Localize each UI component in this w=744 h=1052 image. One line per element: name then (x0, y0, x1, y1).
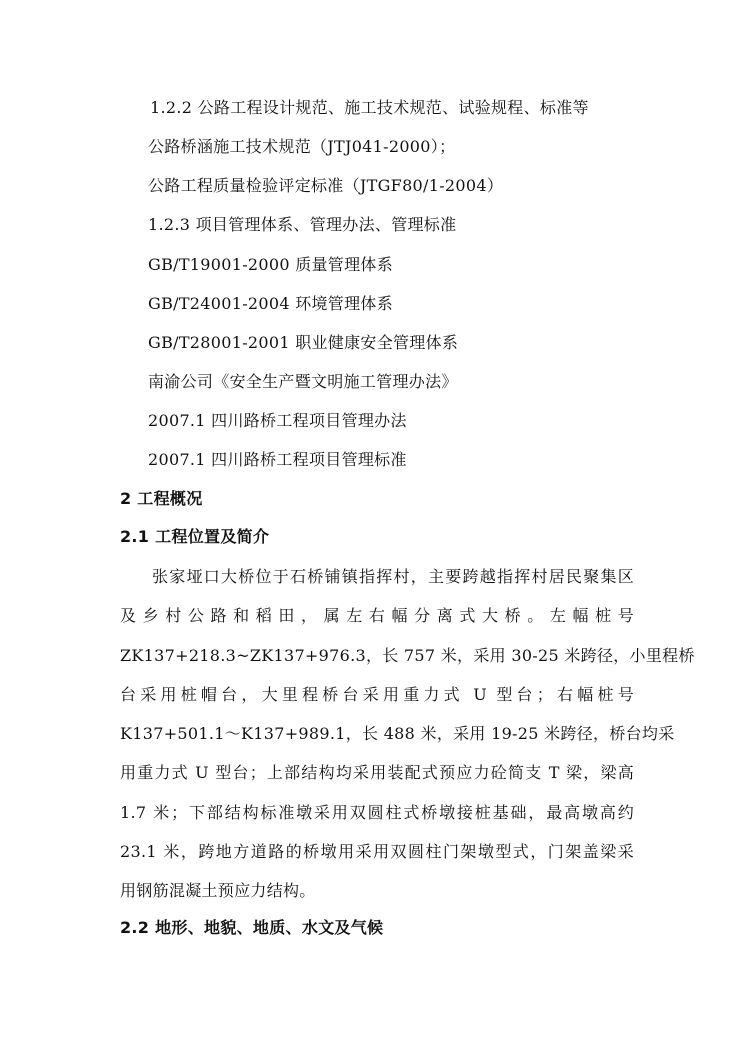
reference-item: 公路桥涵施工技术规范（JTJ041-2000）； (148, 137, 456, 156)
paragraph-line: 1.7 米；下部结构标准墩采用双圆柱式桥墩接桩基础，最高墩高约 (120, 803, 634, 822)
paragraph-line: 张家垭口大桥位于石桥铺镇指挥村，主要跨越指挥村居民聚集区 (152, 567, 634, 586)
reference-item: 公路工程质量检验评定标准（JTGF80/1-2004） (148, 176, 504, 195)
paragraph-line: K137+501.1～K137+989.1，长 488 米，采用 19-25 米跨径，桥台均采 (120, 724, 675, 743)
reference-heading-1-2-3: 1.2.3 项目管理体系、管理办法、管理标准 (148, 215, 457, 234)
reference-item: 2007.1 四川路桥工程项目管理办法 (148, 411, 407, 430)
paragraph-line: 用重力式 U 型台；上部结构均采用装配式预应力砼简支 T 梁，梁高 (120, 763, 634, 782)
reference-item: GB/T19001-2000 质量管理体系 (148, 255, 394, 274)
reference-item: GB/T24001-2004 环境管理体系 (148, 294, 394, 313)
paragraph-line: 及乡村公路和稻田，属左右幅分离式大桥。左幅桩号 (120, 606, 634, 625)
paragraph-line: ZK137+218.3~ZK137+976.3，长 757 米，采用 30-25 米跨径，小里程桥 (120, 646, 695, 665)
paragraph-line: 23.1 米，跨地方道路的桥墩用采用双圆柱门架墩型式，门架盖梁采 (120, 842, 634, 861)
reference-heading-1-2-2: 1.2.2 公路工程设计规范、施工技术规范、试验规程、标准等 (150, 98, 589, 117)
section-2-2-heading: 2.2 地形、地貌、地质、水文及气候 (120, 918, 384, 937)
reference-item: GB/T28001-2001 职业健康安全管理体系 (148, 333, 459, 352)
section-2-heading: 2 工程概况 (120, 489, 203, 508)
reference-item: 2007.1 四川路桥工程项目管理标准 (148, 450, 407, 469)
paragraph-line: 台采用桩帽台，大里程桥台采用重力式 U 型台；右幅桩号 (120, 685, 634, 704)
section-2-1-heading: 2.1 工程位置及简介 (120, 527, 270, 546)
reference-item: 南渝公司《安全生产暨文明施工管理办法》 (148, 372, 458, 391)
paragraph-line: 用钢筋混凝土预应力结构。 (120, 881, 316, 900)
